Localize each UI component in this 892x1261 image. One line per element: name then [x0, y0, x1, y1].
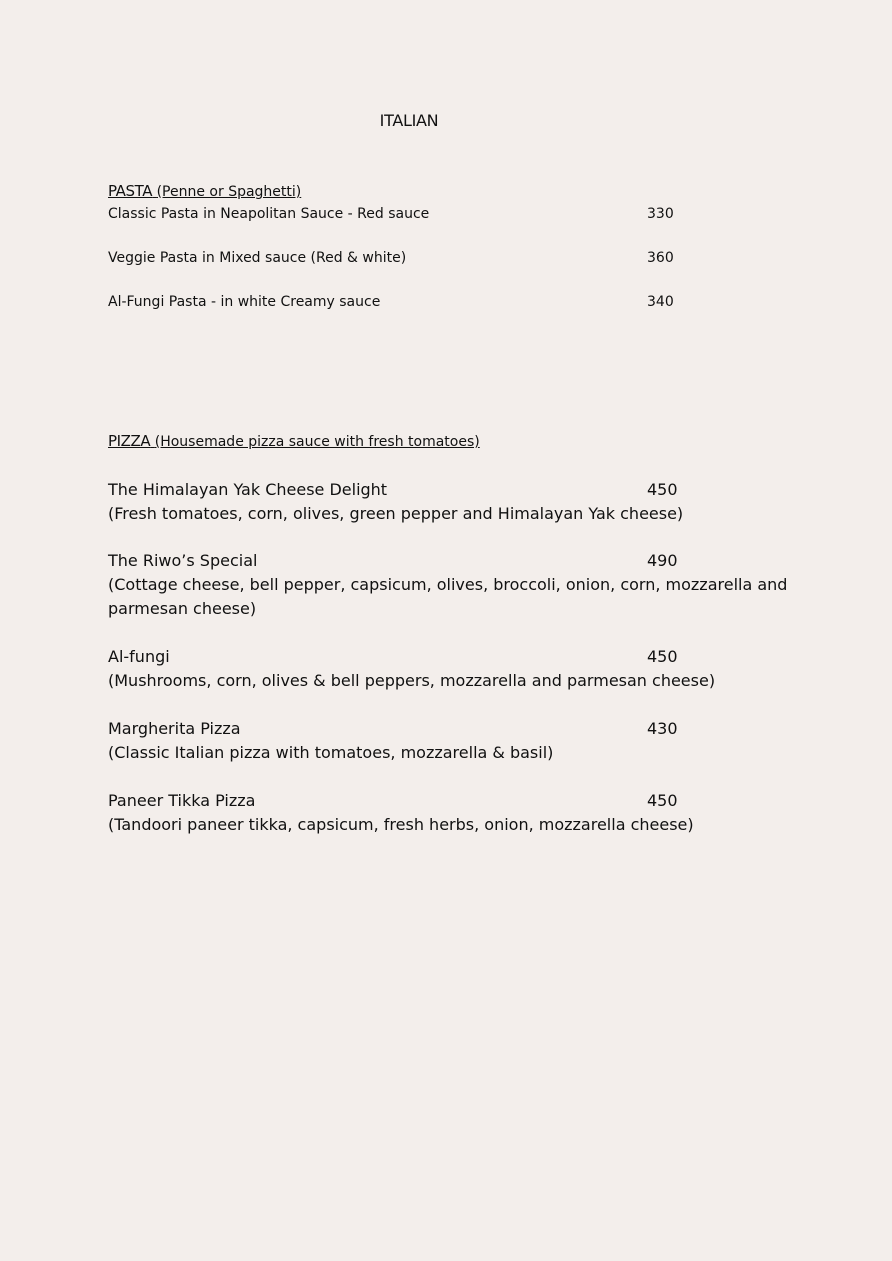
pizza-item-price: 450 [647, 480, 678, 499]
pizza-item-name: Margherita Pizza [108, 719, 241, 738]
page-title: ITALIAN [379, 111, 439, 130]
pasta-item [108, 250, 708, 270]
pizza-item-price: 490 [647, 551, 678, 570]
pizza-item [108, 549, 788, 621]
pasta-item [108, 206, 708, 226]
pizza-item-name-line [108, 717, 788, 741]
pasta-item [108, 294, 708, 314]
pizza-item-name-line [108, 549, 788, 573]
pizza-heading: PIZZA [108, 432, 151, 450]
pasta-subheading: (Penne or Spaghetti) [156, 184, 302, 200]
pizza-section-heading [108, 432, 480, 450]
pizza-item-description: (Cottage cheese, bell pepper, capsicum, olives, broccoli, onion, corn, mozzarella and parmesan cheese) [108, 575, 788, 618]
pizza-item-name-line [108, 789, 788, 813]
pizza-item [108, 478, 788, 526]
pizza-item-name: The Riwo’s Special [108, 551, 258, 570]
pizza-item-price: 430 [647, 719, 678, 738]
pizza-item-price: 450 [647, 791, 678, 810]
pizza-item [108, 645, 788, 693]
pizza-item-description: (Mushrooms, corn, olives & bell peppers, mozzarella and parmesan cheese) [108, 671, 716, 690]
pizza-item-name: Al-fungi [108, 647, 170, 666]
pasta-heading: PASTA [108, 182, 153, 200]
pizza-item-description: (Fresh tomatoes, corn, olives, green pepper and Himalayan Yak cheese) [108, 504, 684, 523]
pizza-item-name-line [108, 478, 788, 502]
pizza-item-name: The Himalayan Yak Cheese Delight [108, 480, 388, 499]
pasta-item-price: 330 [647, 206, 674, 222]
pizza-subheading: (Housemade pizza sauce with fresh tomatoes) [154, 434, 480, 450]
pasta-item-price: 340 [647, 294, 674, 310]
pizza-item-price: 450 [647, 647, 678, 666]
pasta-section-heading [108, 182, 301, 200]
pizza-item-name: Paneer Tikka Pizza [108, 791, 256, 810]
pasta-item-name: Classic Pasta in Neapolitan Sauce - Red sauce [108, 206, 430, 222]
pizza-item [108, 789, 788, 837]
pasta-item-price: 360 [647, 250, 674, 266]
pizza-item [108, 717, 788, 765]
pizza-item-name-line [108, 645, 788, 669]
pasta-item-name: Veggie Pasta in Mixed sauce (Red & white) [108, 250, 407, 266]
pizza-item-description: (Classic Italian pizza with tomatoes, mozzarella & basil) [108, 743, 554, 762]
pasta-item-name: Al-Fungi Pasta - in white Creamy sauce [108, 294, 381, 310]
pizza-item-description: (Tandoori paneer tikka, capsicum, fresh herbs, onion, mozzarella cheese) [108, 815, 694, 834]
